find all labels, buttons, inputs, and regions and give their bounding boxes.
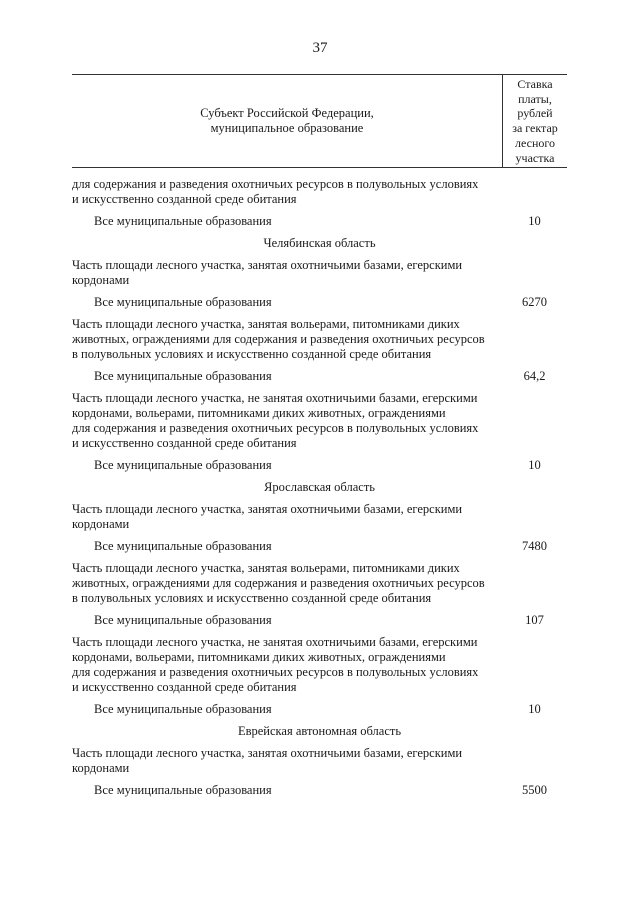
rate-value: 10 xyxy=(528,214,541,228)
municipality-row xyxy=(72,783,567,798)
land-category-description: Часть площади лесного участка, занятая охотничьими базами, егерскими кордонами xyxy=(72,746,463,775)
region-heading: Еврейская автономная область xyxy=(237,724,402,738)
municipality-row xyxy=(72,295,567,310)
municipality-row xyxy=(72,369,567,384)
row-gap xyxy=(72,739,567,746)
rate-value: 6270 xyxy=(522,295,547,309)
header-rate: Ставка платы, рублей за гектар лесного участка xyxy=(502,75,567,167)
land-category-description: для содержания и разведения охотничьих ресурсов в полувольных условиях и искусственно созданной среде обитания xyxy=(72,177,479,206)
rate-value: 7480 xyxy=(522,539,547,553)
row-gap xyxy=(72,229,567,236)
rate-value: 64,2 xyxy=(523,369,546,383)
row-gap xyxy=(72,495,567,502)
row-gap xyxy=(72,288,567,295)
municipality-label: Все муниципальные образования xyxy=(94,295,272,309)
municipality-row xyxy=(72,214,567,229)
row-gap xyxy=(72,554,567,561)
municipality-row xyxy=(72,458,567,473)
rate-value: 10 xyxy=(528,702,541,716)
row-gap xyxy=(72,717,567,724)
land-category-description: Часть площади лесного участка, не занятая охотничьими базами, егерскими кордонами, вольерами, питомниками диких животных, ограждениями для содержания и разведения охотничьих ресурсов в полувольных условиях и искусственно созданной среде обитания xyxy=(72,635,479,694)
municipality-label: Все муниципальные образования xyxy=(94,702,272,716)
municipality-row xyxy=(72,613,567,628)
row-gap xyxy=(72,532,567,539)
land-category-description: Часть площади лесного участка, занятая вольерами, питомниками диких животных, ограждениями для содержания и разведения охотничьих ресурсов в полувольных условиях и искусственно созданной среде обитания xyxy=(72,317,485,361)
row-gap xyxy=(72,207,567,214)
row-gap xyxy=(72,310,567,317)
municipality-label: Все муниципальные образования xyxy=(94,539,272,553)
row-gap xyxy=(72,606,567,613)
page-number: 37 xyxy=(312,40,328,56)
header-subject: Субъект Российской Федерации, муниципальное образование xyxy=(200,106,374,135)
municipality-label: Все муниципальные образования xyxy=(94,458,272,472)
row-gap xyxy=(72,251,567,258)
land-category-description: Часть площади лесного участка, занятая охотничьими базами, егерскими кордонами xyxy=(72,502,463,531)
land-category-description: Часть площади лесного участка, занятая охотничьими базами, егерскими кордонами xyxy=(72,258,463,287)
row-gap xyxy=(72,451,567,458)
municipality-row xyxy=(72,539,567,554)
region-heading: Челябинская область xyxy=(263,236,376,250)
row-gap xyxy=(72,695,567,702)
table-body xyxy=(72,177,567,798)
municipality-row xyxy=(72,702,567,717)
municipality-label: Все муниципальные образования xyxy=(94,783,272,797)
row-gap xyxy=(72,384,567,391)
row-gap xyxy=(72,628,567,635)
land-category-description: Часть площади лесного участка, занятая вольерами, питомниками диких животных, ограждениями для содержания и разведения охотничьих ресурсов в полувольных условиях и искусственно созданной среде обитания xyxy=(72,561,485,605)
municipality-label: Все муниципальные образования xyxy=(94,369,272,383)
rate-value: 10 xyxy=(528,458,541,472)
row-gap xyxy=(72,473,567,480)
rate-value: 5500 xyxy=(522,783,547,797)
row-gap xyxy=(72,362,567,369)
rate-value: 107 xyxy=(525,613,544,627)
table-header xyxy=(72,74,567,168)
row-gap xyxy=(72,776,567,783)
municipality-label: Все муниципальные образования xyxy=(94,214,272,228)
land-category-description: Часть площади лесного участка, не занятая охотничьими базами, егерскими кордонами, вольерами, питомниками диких животных, ограждениями для содержания и разведения охотничьих ресурсов в полувольных условиях и искусственно созданной среде обитания xyxy=(72,391,479,450)
region-heading: Ярославская область xyxy=(264,480,375,494)
municipality-label: Все муниципальные образования xyxy=(94,613,272,627)
